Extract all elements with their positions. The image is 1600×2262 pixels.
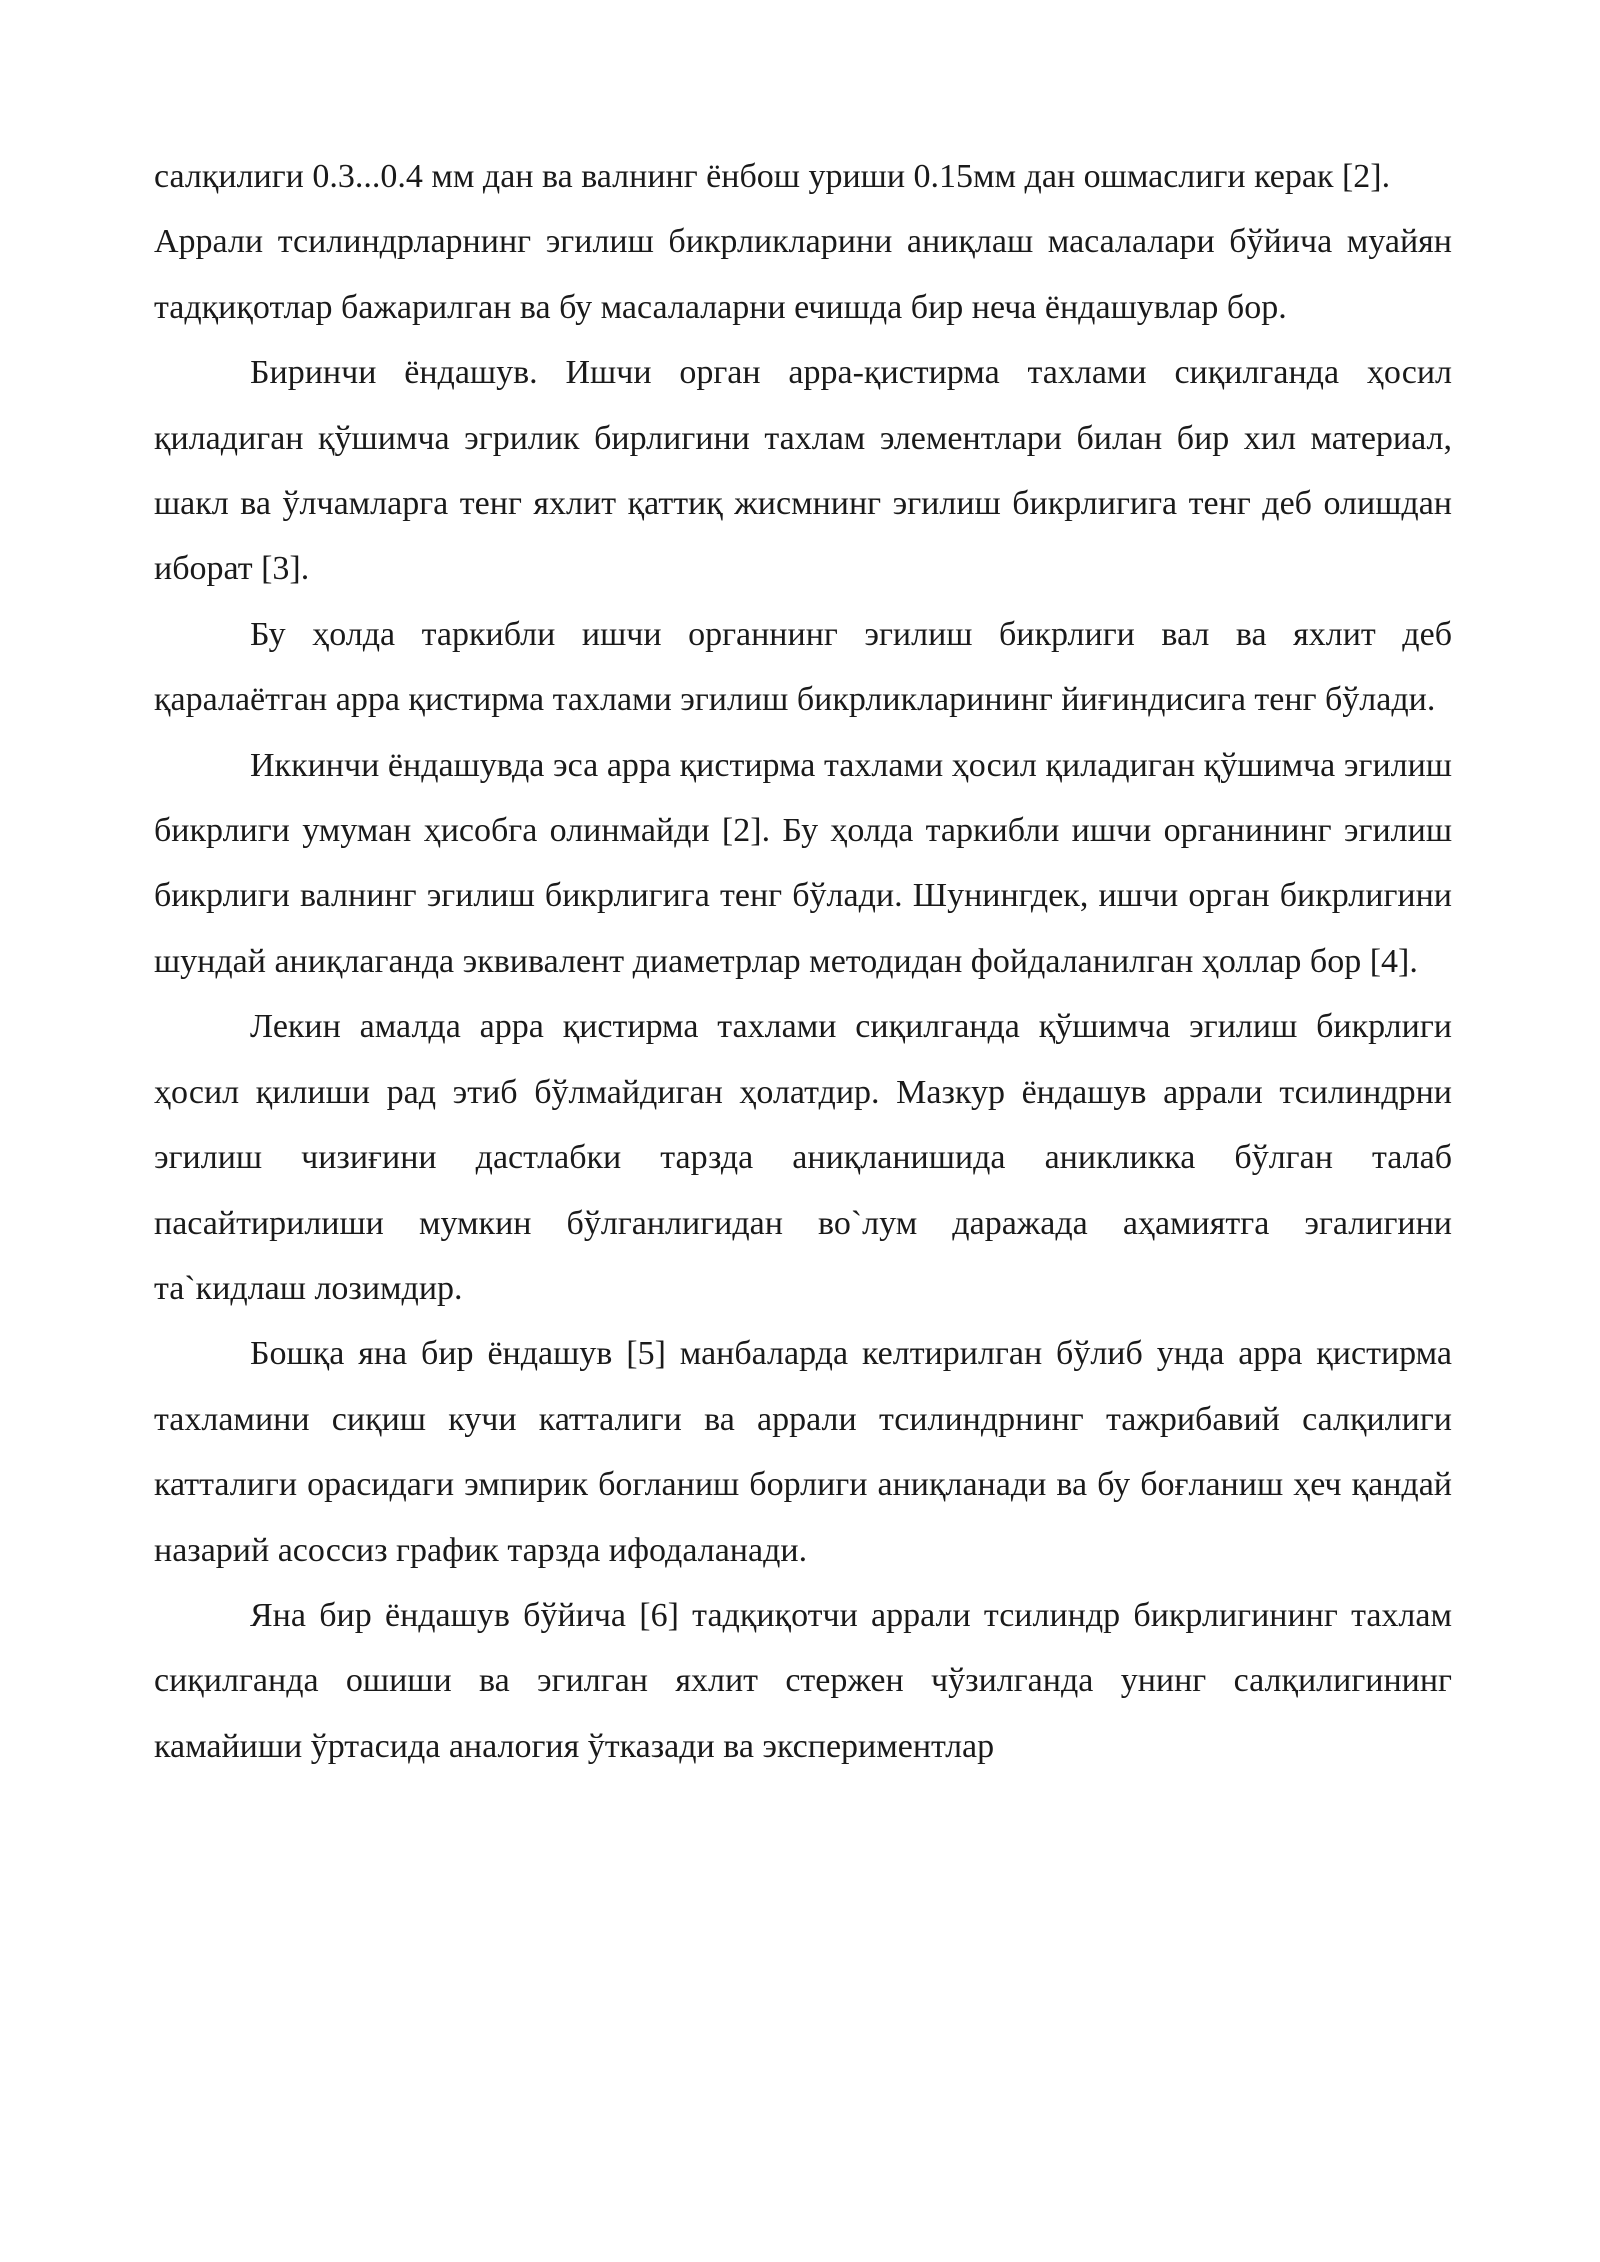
document-body xyxy=(154,144,1452,1779)
paragraph-6: Лекин амалда арра қистирма тахлами сиқилганда қўшимча эгилиш бикрлиги ҳосил қилиши рад этиб бўлмайдиган ҳолатдир. Мазкур ёндашув аррали тсилиндрни эгилиш чизиғини дастлабки тарзда аниқланишида аникликка бўлган талаб пасайтирилиши мумкин бўлганлигидан во`лум даражада аҳамиятга эгалигини та`кидлаш лозимдир. xyxy=(154,1008,1452,1307)
paragraph-2: Аррали тсилиндрларнинг эгилиш бикрликларини аниқлаш масалалари бўйича муайян тадқиқотлар бажарилган ва бу масалаларни ечишда бир неча ёндашувлар бор. xyxy=(154,223,1452,326)
paragraph-1: салқилиги 0.3...0.4 мм дан ва валнинг ёнбош уриши 0.15мм дан ошмаслиги керак [2]. xyxy=(154,158,1391,195)
paragraph-5: Иккинчи ёндашувда эса арра қистирма тахлами ҳосил қиладиган қўшимча эгилиш бикрлиги умуман ҳисобга олинмайди [2]. Бу ҳолда таркибли ишчи органининг эгилиш бикрлиги валнинг эгилиш бикрлигига тенг бўлади. Шунингдек, ишчи орган бикрлигини шундай аниқлаганда эквивалент диаметрлар методидан фойдаланилган ҳоллар бор [4]. xyxy=(154,746,1452,980)
paragraph-3: Биринчи ёндашув. Ишчи орган арра-қистирма тахлами сиқилганда ҳосил қиладиган қўшимча эгрилик бирлигини тахлам элементлари билан бир хил материал, шакл ва ўлчамларга тенг яхлит қаттиқ жисмнинг эгилиш бикрлигига тенг деб олишдан иборат [3]. xyxy=(154,354,1452,588)
paragraph-4: Бу ҳолда таркибли ишчи органнинг эгилиш бикрлиги вал ва яхлит деб қаралаётган арра қистирма тахлами эгилиш бикрликларининг йиғиндисига тенг бўлади. xyxy=(154,615,1452,719)
paragraph-7: Бошқа яна бир ёндашув [5] манбаларда келтирилган бўлиб унда арра қистирма тахламини сиқиш кучи катталиги ва аррали тсилиндрнинг тажрибавий салқилиги катталиги орасидаги эмпирик богланиш борлиги аниқланади ва бу боғланиш ҳеч қандай назарий асоссиз график тарзда ифодаланади. xyxy=(154,1335,1452,1569)
paragraph-8: Яна бир ёндашув бўйича [6] тадқиқотчи аррали тсилиндр бикрлигининг тахлам сиқилганда ошиши ва эгилган яхлит стержен чўзилганда унинг салқилигининг камайиши ўртасида аналогия ўтказади ва экспериментлар xyxy=(154,1596,1452,1765)
